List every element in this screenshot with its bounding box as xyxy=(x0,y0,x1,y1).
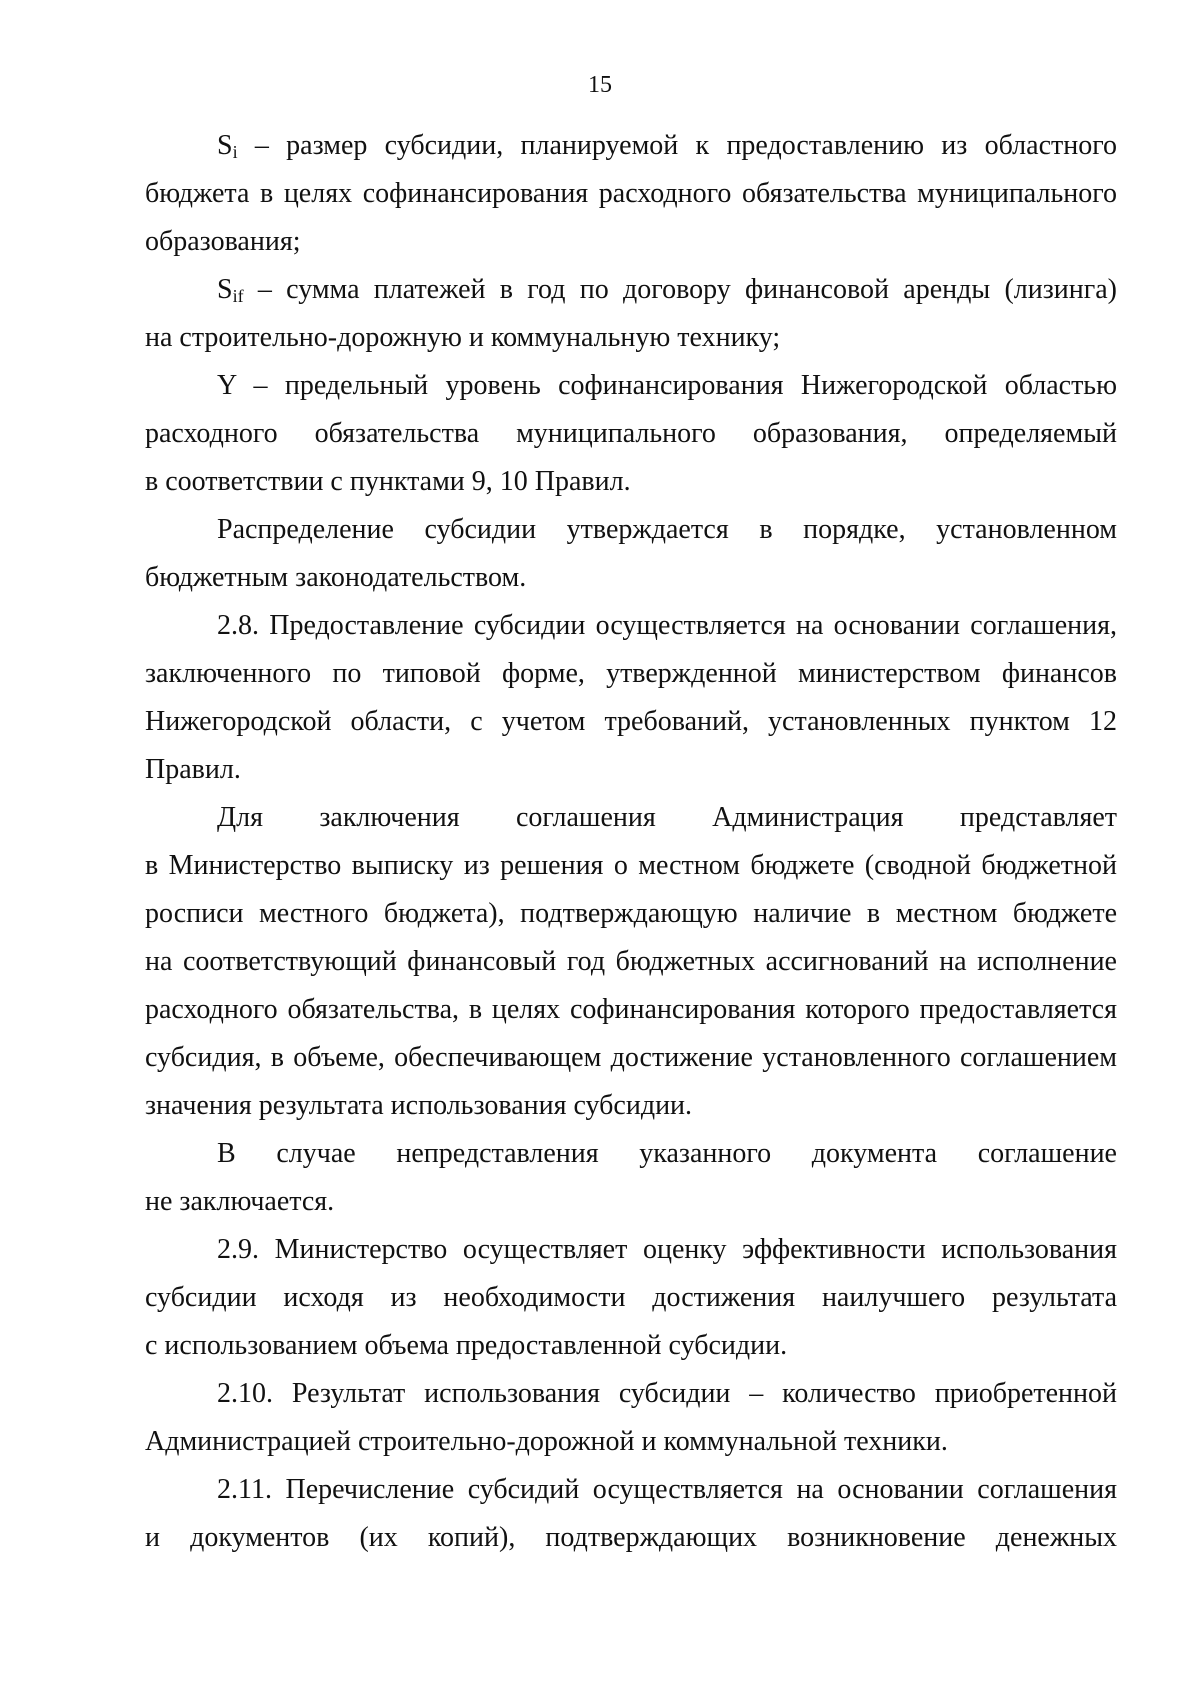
text-line: Для заключения соглашения Администрация представляет xyxy=(217,802,1117,833)
text-line: и документов (их копий), подтверждающих возникновение денежных xyxy=(145,1522,1117,1553)
text-line: 2.10. Результат использования субсидии – количество приобретенной xyxy=(217,1378,1117,1409)
text-line: В случае непредставления указанного документа соглашение xyxy=(217,1138,1117,1169)
paragraph-sif-definition xyxy=(145,266,1117,362)
text-line: 2.9. Министерство осуществляет оценку эффективности использования xyxy=(217,1234,1117,1265)
text-line: 2.8. Предоставление субсидии осуществляется на основании соглашения, xyxy=(217,610,1117,641)
paragraph-agreement-documents xyxy=(145,794,1117,1130)
document-body xyxy=(145,122,1117,1562)
text-line: на строительно-дорожную и коммунальную технику; xyxy=(145,322,781,353)
text-line: Нижегородской области, с учетом требований, установленных пунктом 12 xyxy=(145,706,1117,737)
text-line: с использованием объема предоставленной субсидии. xyxy=(145,1330,788,1361)
paragraph-si-definition xyxy=(145,122,1117,266)
text-line: 2.11. Перечисление субсидий осуществляется на основании соглашения xyxy=(217,1474,1117,1505)
text-line: Правил. xyxy=(145,754,241,785)
text-line: Y – предельный уровень софинансирования Нижегородской областью xyxy=(217,370,1117,401)
text-line: $S_i$ – размер субсидии, планируемой к предоставлению из областного xyxy=(217,130,1117,162)
text-line: в Министерство выписку из решения о местном бюджете (сводной бюджетной xyxy=(145,850,1117,881)
text-line: бюджета в целях софинансирования расходного обязательства муниципального xyxy=(145,178,1117,209)
symbol: S xyxy=(217,274,233,305)
text-line: росписи местного бюджета), подтверждающую наличие в местном бюджете xyxy=(145,898,1117,929)
paragraph-2-11 xyxy=(145,1466,1117,1562)
text-line: Администрацией строительно-дорожной и коммунальной техники. xyxy=(145,1426,948,1457)
paragraph-distribution xyxy=(145,506,1117,602)
text-line: в соответствии с пунктами 9, 10 Правил. xyxy=(145,466,631,497)
text-line: бюджетным законодательством. xyxy=(145,562,527,593)
symbol-subscript: if xyxy=(232,286,244,306)
paragraph-2-10 xyxy=(145,1370,1117,1466)
text-line: не заключается. xyxy=(145,1186,335,1217)
symbol: S xyxy=(217,130,233,161)
paragraph-y-definition xyxy=(145,362,1117,506)
text-line: расходного обязательства муниципального образования, определяемый xyxy=(145,418,1117,449)
text-line: Распределение субсидии утверждается в порядке, установленном xyxy=(217,514,1117,545)
paragraph-2-9 xyxy=(145,1226,1117,1370)
text-line: заключенного по типовой форме, утвержденной министерством финансов xyxy=(145,658,1117,689)
text-line: расходного обязательства, в целях софинансирования которого предоставляется xyxy=(145,994,1117,1025)
text-line: $S_{if}$ – сумма платежей в год по договору финансовой аренды (лизинга) xyxy=(217,274,1117,306)
text-line: на соответствующий финансовый год бюджетных ассигнований на исполнение xyxy=(145,946,1117,977)
page-number: 15 xyxy=(588,72,612,98)
paragraph-2-8 xyxy=(145,602,1117,794)
text-line: образования; xyxy=(145,226,301,257)
text-line: субсидия, в объеме, обеспечивающем достижение установленного соглашением xyxy=(145,1042,1117,1073)
paragraph-nonsubmission xyxy=(145,1130,1117,1226)
symbol-subscript: i xyxy=(232,142,238,162)
text-line: субсидии исходя из необходимости достижения наилучшего результата xyxy=(145,1282,1117,1313)
text-line: значения результата использования субсидии. xyxy=(145,1090,693,1121)
